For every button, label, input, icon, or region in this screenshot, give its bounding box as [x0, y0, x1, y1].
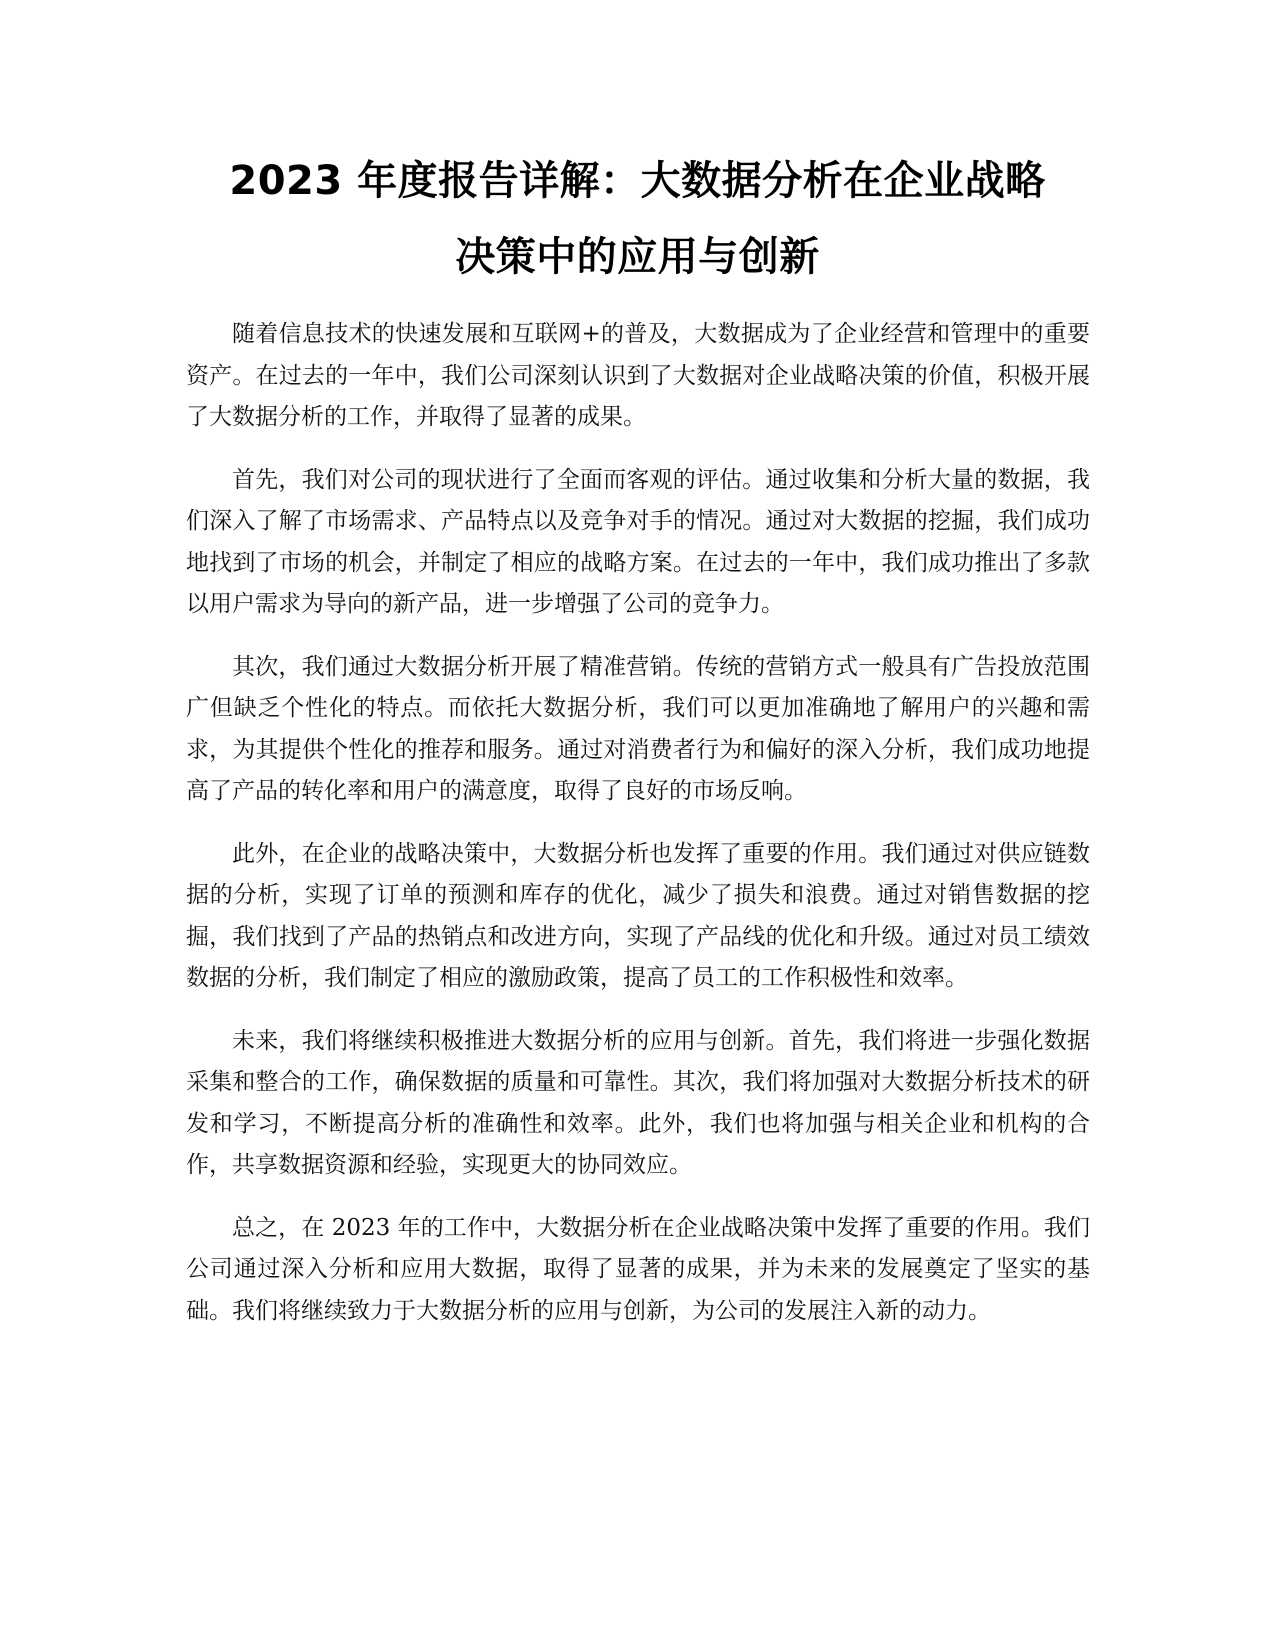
document-title	[180, 143, 1095, 295]
paragraph-intro: 随着信息技术的快速发展和互联网+的普及，大数据成为了企业经营和管理中的重要资产。在过去的一年中，我们公司深刻认识到了大数据对企业战略决策的价值，积极开展了大数据分析的工作，并取得了显著的成果。	[186, 321, 1090, 430]
document-title-line-1: 2023 年度报告详解：大数据分析在企业战略	[229, 158, 1046, 204]
paragraph-marketing: 其次，我们通过大数据分析开展了精准营销。传统的营销方式一般具有广告投放范围广但缺乏个性化的特点。而依托大数据分析，我们可以更加准确地了解用户的兴趣和需求，为其提供个性化的推荐和服务。通过对消费者行为和偏好的深入分析，我们成功地提高了产品的转化率和用户的满意度，取得了良好的市场反响。	[186, 653, 1090, 804]
paragraph-summary: 总之，在 2023 年的工作中，大数据分析在企业战略决策中发挥了重要的作用。我们公司通过深入分析和应用大数据，取得了显著的成果，并为未来的发展奠定了坚实的基础。我们将继续致力于大数据分析的应用与创新，为公司的发展注入新的动力。	[186, 1214, 1090, 1324]
paragraph-future: 未来，我们将继续积极推进大数据分析的应用与创新。首先，我们将进一步强化数据采集和整合的工作，确保数据的质量和可靠性。其次，我们将加强对大数据分析技术的研发和学习，不断提高分析的准确性和效率。此外，我们也将加强与相关企业和机构的合作，共享数据资源和经验，实现更大的协同效应。	[186, 1027, 1090, 1178]
paragraph-strategy: 此外，在企业的战略决策中，大数据分析也发挥了重要的作用。我们通过对供应链数据的分析，实现了订单的预测和库存的优化，减少了损失和浪费。通过对销售数据的挖掘，我们找到了产品的热销点和改进方向，实现了产品线的优化和升级。通过对员工绩效数据的分析，我们制定了相应的激励政策，提高了员工的工作积极性和效率。	[186, 840, 1090, 991]
document-title-line-2: 决策中的应用与创新	[455, 234, 820, 280]
document-body	[186, 314, 1090, 1353]
paragraph-assessment: 首先，我们对公司的现状进行了全面而客观的评估。通过收集和分析大量的数据，我们深入了解了市场需求、产品特点以及竞争对手的情况。通过对大数据的挖掘，我们成功地找到了市场的机会，并制定了相应的战略方案。在过去的一年中，我们成功推出了多款以用户需求为导向的新产品，进一步增强了公司的竞争力。	[186, 466, 1090, 617]
